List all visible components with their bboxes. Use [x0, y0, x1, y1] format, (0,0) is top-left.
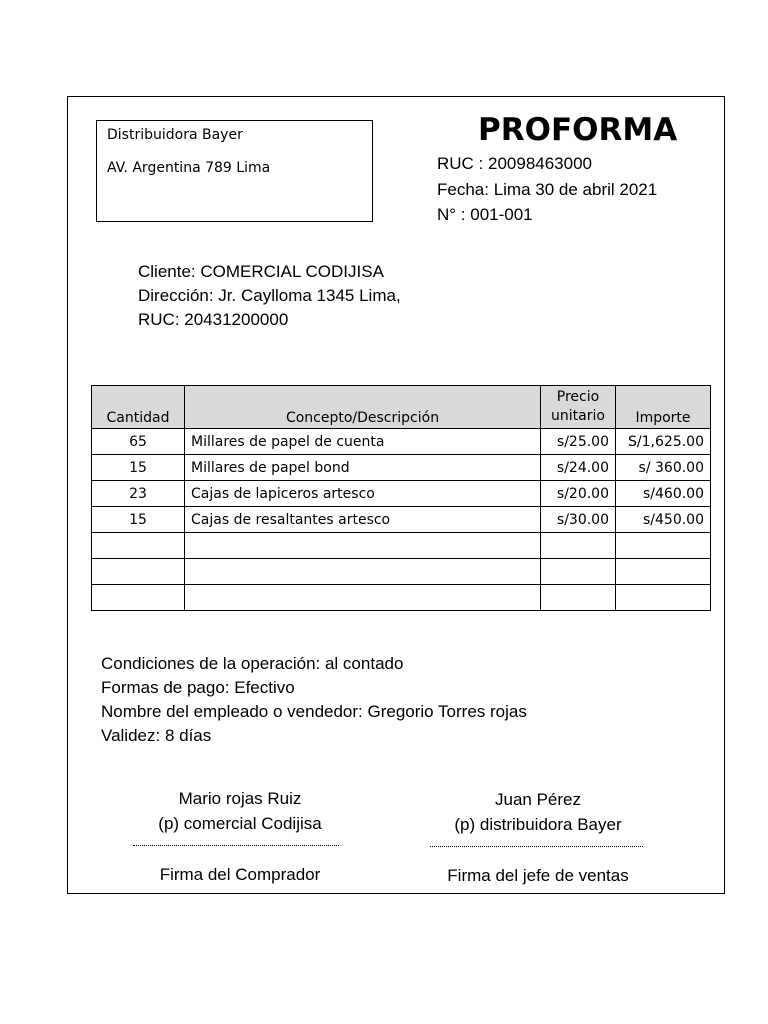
sender-ruc: RUC : 20098463000 [437, 154, 593, 173]
cell-unit-price: s/30.00 [541, 507, 616, 533]
client-ruc: RUC: 20431200000 [138, 310, 289, 329]
column-header-quantity: Cantidad [92, 386, 185, 429]
buyer-name: Mario rojas Ruiz [178, 789, 302, 808]
cell-amount: S/1,625.00 [616, 429, 711, 455]
cell-quantity [92, 585, 185, 611]
cell-quantity: 15 [92, 455, 185, 481]
cell-amount [616, 559, 711, 585]
cell-quantity [92, 559, 185, 585]
cell-amount [616, 533, 711, 559]
buyer-company: (p) comercial Codijisa [158, 814, 322, 833]
cell-amount: s/460.00 [616, 481, 711, 507]
document-date: Fecha: Lima 30 de abril 2021 [437, 180, 658, 199]
seller-name: Juan Pérez [495, 790, 581, 809]
cell-unit-price [541, 585, 616, 611]
document-number: N° : 001-001 [437, 205, 533, 224]
seller-signature-line [430, 846, 643, 847]
document-title: PROFORMA [478, 112, 678, 148]
cell-unit-price [541, 559, 616, 585]
cell-description [185, 559, 541, 585]
table-row [92, 455, 711, 481]
condition-payment: Formas de pago: Efectivo [101, 678, 295, 697]
table-row [92, 507, 711, 533]
seller-signature-label: Firma del jefe de ventas [447, 866, 629, 885]
unit-price-header-line1: Precio [556, 389, 600, 405]
cell-unit-price [541, 533, 616, 559]
cell-description [185, 533, 541, 559]
condition-seller: Nombre del empleado o vendedor: Gregorio Torres rojas [101, 702, 527, 721]
condition-validity: Validez: 8 días [101, 726, 212, 745]
cell-amount [616, 585, 711, 611]
cell-amount: s/ 360.00 [616, 455, 711, 481]
table-row-empty [92, 533, 711, 559]
buyer-signature-label: Firma del Comprador [159, 865, 321, 884]
column-header-description: Concepto/Descripción [185, 386, 541, 429]
sender-box [96, 120, 373, 222]
column-header-unit-price [541, 386, 616, 429]
cell-quantity: 23 [92, 481, 185, 507]
table-row [92, 481, 711, 507]
cell-description: Millares de papel bond [185, 455, 541, 481]
table-row [92, 429, 711, 455]
cell-quantity [92, 533, 185, 559]
cell-amount: s/450.00 [616, 507, 711, 533]
cell-quantity: 15 [92, 507, 185, 533]
items-table [91, 385, 711, 611]
table-row-empty [92, 585, 711, 611]
condition-operation: Condiciones de la operación: al contado [101, 654, 404, 673]
cell-description: Millares de papel de cuenta [185, 429, 541, 455]
cell-description [185, 585, 541, 611]
cell-quantity: 65 [92, 429, 185, 455]
cell-unit-price: s/24.00 [541, 455, 616, 481]
cell-description: Cajas de resaltantes artesco [185, 507, 541, 533]
client-name: Cliente: COMERCIAL CODIJISA [138, 262, 384, 281]
client-address: Dirección: Jr. Caylloma 1345 Lima, [138, 286, 401, 305]
seller-company: (p) distribuidora Bayer [454, 815, 622, 834]
buyer-signature-line [133, 845, 339, 846]
cell-unit-price: s/25.00 [541, 429, 616, 455]
sender-name: Distribuidora Bayer [107, 127, 243, 143]
unit-price-header-line2: unitario [551, 408, 605, 424]
sender-address: AV. Argentina 789 Lima [107, 160, 271, 176]
cell-unit-price: s/20.00 [541, 481, 616, 507]
cell-description: Cajas de lapiceros artesco [185, 481, 541, 507]
table-header-row [92, 386, 711, 429]
column-header-amount: Importe [616, 386, 711, 429]
table-row-empty [92, 559, 711, 585]
